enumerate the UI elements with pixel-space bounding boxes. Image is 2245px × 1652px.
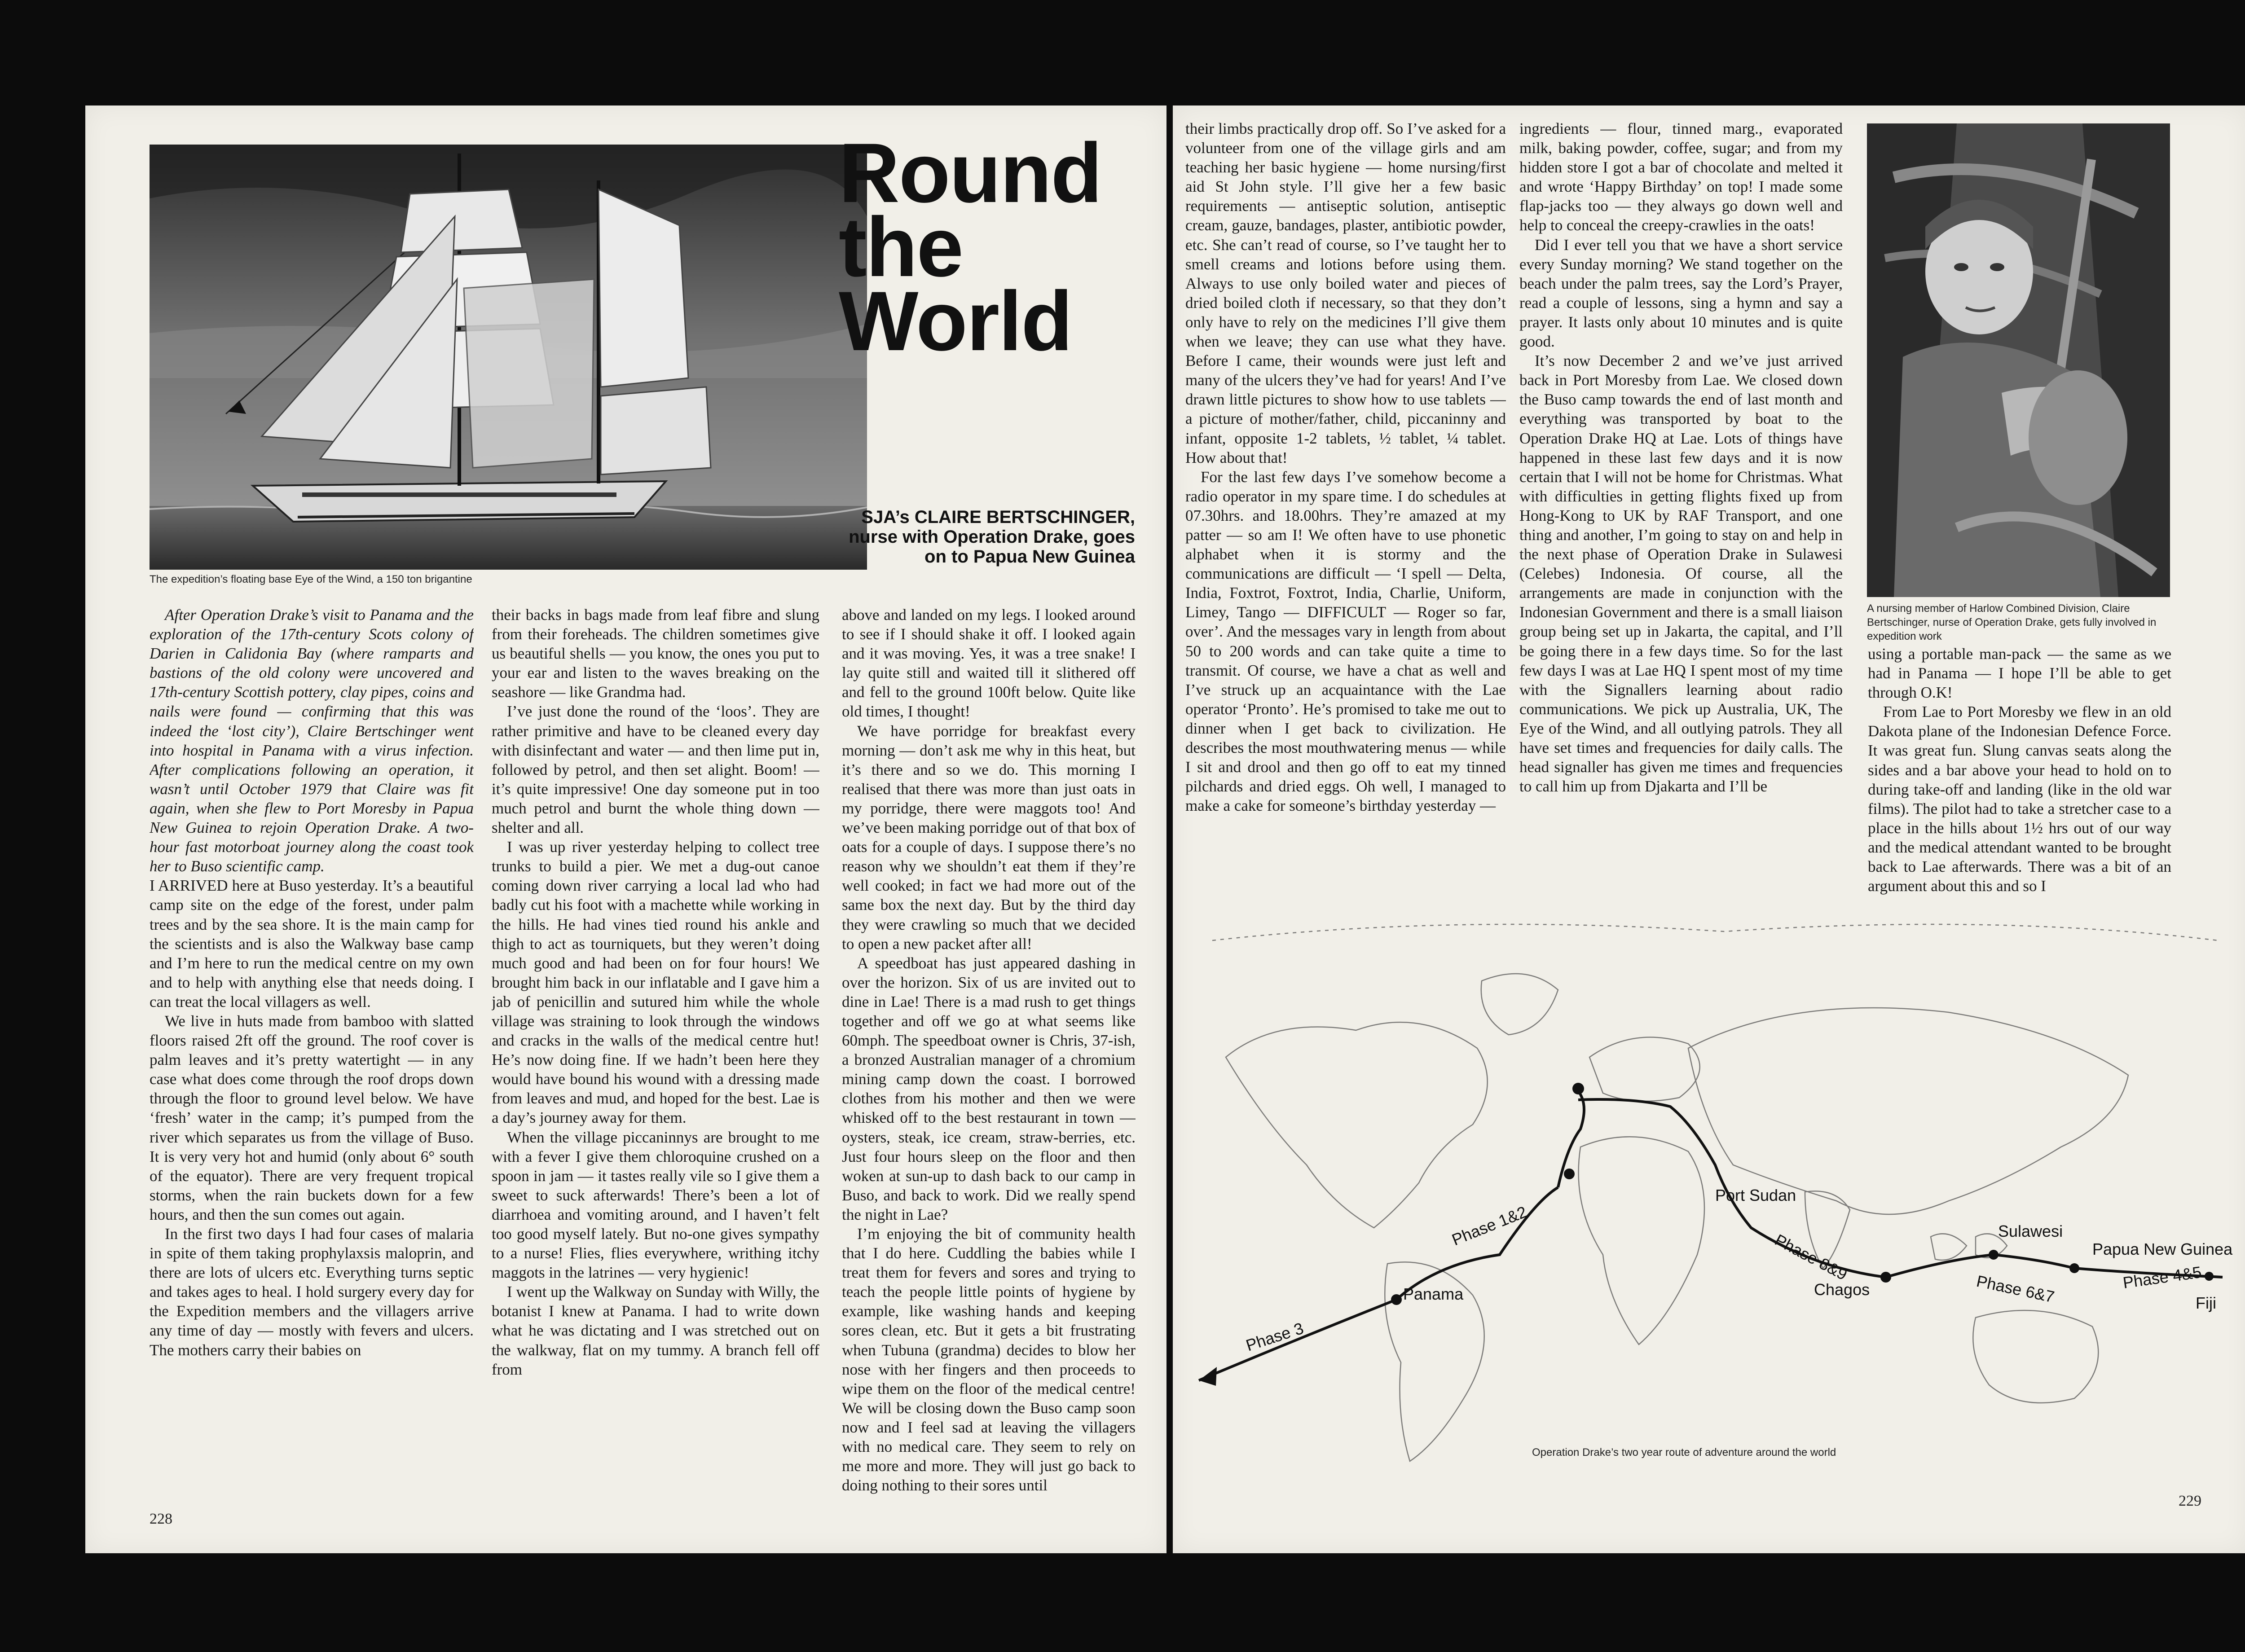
nurse-illustration bbox=[1867, 123, 2170, 597]
paragraph: I went up the Walkway on Sunday with Willy, the botanist I knew at Panama. I had to write down what he was dictating and I was stretched out on the walkway, flat on my tummy. A branch fell off from bbox=[492, 1283, 819, 1378]
title-line-2: the bbox=[839, 200, 963, 294]
title-line-3: World bbox=[839, 274, 1072, 368]
map-place-label: Sulawesi bbox=[1998, 1222, 2063, 1240]
brigantine-illustration bbox=[150, 145, 867, 570]
paragraph: ingredients — flour, tinned marg., evaporated milk, baking powder, coffee, sugar; and from my hidden store I got a bar of chocolate and melted it and wrote ‘Happy Birthday’ on top! I made some flap-jacks too — they always go down well and help to conceal the creepy-crawlies in the oats! bbox=[1519, 120, 1843, 234]
map-phase-label: Phase 3 bbox=[1243, 1318, 1306, 1355]
article-column-1 bbox=[150, 605, 474, 1516]
map-place-label: Port Sudan bbox=[1715, 1186, 1796, 1204]
article-column-4 bbox=[1185, 119, 1506, 956]
map-place-label: Papua New Guinea bbox=[2092, 1240, 2233, 1258]
paragraph: We live in huts made from bamboo with slatted floors raised 2ft off the ground. The roof cover is palm leaves and it’s pretty watertight — in any case what does come through the roof drops down through the floor to ground level below. We have ‘fresh’ water in the camp; it’s pumped from the river which separates us from the village of Buso. It is very very hot and humid (only about 6° south of the equator). There are very frequent tropical storms, when the rain buckets down for a few hours, and then the sun comes out again. bbox=[150, 1012, 474, 1223]
paragraph: For the last few days I’ve somehow become a radio operator in my spare time. I do schedules at 07.30hrs. and 18.00hrs. They’re amazed at my patter — so am I! We often have to use phonetic alphabet when it is stormy and the communications are difficult — ‘I spell — Delta, India, Foxtrot, Foxtrot, India, Charlie, Uniform, Limey, Tango — DIFFICULT — Roger so far, over’. And the messages vary in length from about 50 to 200 words and can take quite a time to transmit. Of course, we have a chat as well and I’ve struck up an acquaintance with the Lae operator ‘Pronto’. He’s promised to take me out to dinner when I get back to civilization. He describes the most mouthwatering menus — while I sit and drool and then go off to eat my tinned pilchards and dried eggs. Oh well, I managed to make a cake for someone’s birthday yesterday — bbox=[1185, 468, 1506, 815]
map-phase-label: Phase 8&9 bbox=[1772, 1230, 1851, 1284]
paragraph: It’s now December 2 and we’ve just arrived back in Port Moresby from Lae. We closed down the Buso camp towards the end of last month and everything was transported by boat to the Operation Drake HQ at Lae. Lots of things have happened in these last few days and it is now certain that I will not be home for Christmas. What with difficulties in getting flights fixed up from Hong-Kong to UK by RAF Transport, and one thing and another, I’m going to stay on and help in the next phase of Operation Drake in Sulawesi (Celebes) Indonesia. Of course, all the arrangements are made in conjunction with the Indonesian Government and there is a small liaison group being set up in Jakarta, the capital, and I’ll be going there in a few days time. So for the last few days I was at Lae HQ I spent most of my time with the Signallers learning about radio communications. We pick up Australia, UK, The Eye of the Wind, and all outlying patrols. They all have set times and frequencies for daily calls. The head signaller has given me times and frequencies to call him up from Djakarta and I’ll be bbox=[1519, 352, 1843, 795]
byline bbox=[844, 507, 1135, 567]
paragraph: I’m enjoying the bit of community health that I do here. Cuddling the babies while I treat them for fevers and sores and trying to teach the people little points of hygiene by example, like washing hands and keeping sores clean, etc. But it gets a bit frustrating when Tubuna (grandma) decides to blow her nose with her fingers and then proceeds to wipe them on the floor of the medical centre! We will be closing down the Buso camp soon now and I feel sad at leaving the villagers with no medical care. They seem to rely on me more and more. They will just go back to doing nothing to their sores until bbox=[842, 1225, 1136, 1494]
paragraph: We have porridge for breakfast every morning — don’t ask me why in this heat, but it’s there and so we do. This morning I realised that there was more than just oats in my porridge, there were maggots too! And we’ve been making porridge out of that box of oats for a couple of days. I suppose there’s no reason why we shouldn’t eat them if they’re well cooked; in fact we had more out of the same box the next day. But by the third day they were crawling so much that we decided to open a new packet after all! bbox=[842, 722, 1136, 953]
paragraph: I’ve just done the round of the ‘loos’. They are rather primitive and have to be cleaned every day with disinfectant and water — and then lime put in, followed by petrol, and then set alight. Boom! — it’s quite impressive! One day someone put in too much petrol and burnt the whole thing down — shelter and all. bbox=[492, 703, 819, 837]
byline-line-2: nurse with Operation Drake, goes bbox=[849, 527, 1135, 547]
byline-line-3: on to Papua New Guinea bbox=[924, 547, 1135, 567]
byline-line-1: SJA’s CLAIRE BERTSCHINGER, bbox=[861, 507, 1135, 527]
right-page bbox=[1173, 105, 2245, 1553]
article-title bbox=[839, 126, 1135, 368]
paragraph: A speedboat has just appeared dashing in over the horizon. Six of us are invited out to dine in Lae! There is a mad rush to get things together and off we go at what seems like 60mph. The speedboat owner is Chris, 37-ish, a bronzed Australian manager of a chromium mining camp down the coast. I borrowed clothes from his mother and then we were whisked off to the best restaurant in town — oysters, steak, ice cream, straw-berries, etc. Just four hours sleep on the floor and then woken at sun-up to dash back to our camp in Buso, and back to work. Did we really spend the night in Lae? bbox=[842, 954, 1136, 1223]
map-phase-label: Phase 6&7 bbox=[1975, 1271, 2056, 1306]
paragraph: above and landed on my legs. I looked around to see if I should shake it off. I looked again and it was moving. Yes, it was a tree snake! I lay quite still and waited till it slithered off and fell to the ground 100ft below. Quite like old times, I thought! bbox=[842, 606, 1136, 721]
nurse-photo bbox=[1867, 123, 2170, 597]
title-line-1: Round bbox=[839, 126, 1102, 220]
paragraph: From Lae to Port Moresby we flew in an old Dakota plane of the Indonesian Defence Force. It was great fun. Slung canvas seats along the sides and a bar above your head to hold on to during take-off and landing (like in the old war films). The pilot had to take a stretcher case to a place in the hills about 1½ hrs out of our way and the medical attendant wanted to be brought back to Lae afterwards. There was a bit of an argument about this and so I bbox=[1868, 703, 2171, 895]
route-map bbox=[1185, 914, 2236, 1479]
paragraph: In the first two days I had four cases of malaria in spite of them taking prophylaxsis maloprin, and there are lots of ulcers etc. Everything turns septic and takes ages to heal. I hold surgery every day for the Expedition members and the villagers arrive any time of day — mostly with fevers and ulcers. The mothers carry their babies on bbox=[150, 1225, 474, 1359]
world-map-illustration bbox=[1185, 914, 2236, 1479]
paragraph: using a portable man-pack — the same as we had in Panama — I hope I’ll be able to get through O.K! bbox=[1868, 645, 2171, 702]
map-place-label: Panama bbox=[1403, 1285, 1464, 1303]
nurse-photo-caption: A nursing member of Harlow Combined Division, Claire Bertschinger, nurse of Operation Drake, gets fully involved in expedition work bbox=[1867, 602, 2157, 642]
paragraph: their limbs practically drop off. So I’ve asked for a volunteer from one of the village girls and am teaching her basic hygiene — home nursing/first aid St John style. I’ll give her a few basic requirements — antiseptic solution, antiseptic cream, gauze, bandages, plaster, antibiotic powder, etc. She can’t read of course, so I’ve taught her to smell creams and lotions before using them. Always to use only boiled water and pieces of dried boiled cloth if necessary, so that they don’t only have to rely on the medicines I’ll give them when we leave; they can use what they have. Before I came, their wounds were just left and many of the ulcers they’ve had for years! And I’ve drawn little pictures to show how to use tablets — a picture of mother/father, child, piccaninny and infant, opposite 1-2 tablets, ½ tablet, ¼ tablet. How about that! bbox=[1185, 120, 1506, 466]
ship-photo-caption: The expedition’s floating base Eye of the Wind, a 150 ton brigantine bbox=[150, 573, 472, 585]
page-number-right: 229 bbox=[2179, 1493, 2201, 1509]
paragraph: I ARRIVED here at Buso yesterday. It’s a beautiful camp site on the edge of the forest, under palm trees and by the sea shore. It is the main camp for the scientists and is also the Walkway base camp and I’m here to run the medical centre on my own and to help with anything else that needs doing. I can treat the local villagers as well. bbox=[150, 877, 474, 1011]
ship-photo bbox=[150, 145, 867, 570]
map-caption: Operation Drake’s two year route of adventure around the world bbox=[1532, 1446, 1836, 1459]
paragraph: When the village piccaninnys are brought to me with a fever I give them chloroquine crushed on a spoon in jam — it tastes really vile so I give them a sweet to suck afterwards! There’s been a lot of diarrhoea and vomiting around, and I haven’t felt too good myself lately. But no-one gives sympathy to a nurse! Flies, flies everywhere, writhing itchy maggots in the latrines — very hygienic! bbox=[492, 1128, 819, 1282]
article-column-2 bbox=[492, 605, 819, 1516]
map-place-label: Fiji bbox=[2196, 1294, 2216, 1312]
article-column-5 bbox=[1519, 119, 1843, 956]
paragraph: Did I ever tell you that we have a short service every Sunday morning? We stand together on the beach under the palm trees, say the Lord’s Prayer, read a couple of lessons, sing a hymn and say a prayer. It lasts only about 10 minutes and is quite good. bbox=[1519, 236, 1843, 351]
map-phase-label: Phase 1&2 bbox=[1449, 1202, 1530, 1249]
intro-paragraph: After Operation Drake’s visit to Panama and the exploration of the 17th-century Scots colony of Darien in Calidonia Bay (where ramparts and bastions of the old colony were uncovered and 17th-century Scottish pottery, clay pipes, coins and nails were found — confirming that this was indeed the ‘lost city’), Claire Bertschinger went into hospital in Panama with a virus infection. After complications following an operation, it wasn’t until October 1979 that Claire was fit again, when she flew to Port Moresby in Papua New Guinea to rejoin Operation Drake. A two-hour fast motorboat journey along the coast took her to Buso scientific camp. bbox=[150, 606, 474, 875]
paragraph: their backs in bags made from leaf fibre and slung from their foreheads. The children sometimes give us beautiful shells — you know, the ones you put to your ear and listen to the waves breaking on the seashore — like Grandma had. bbox=[492, 606, 819, 701]
paragraph: I was up river yesterday helping to collect tree trunks to build a pier. We met a dug-out canoe coming down river carrying a local lad who had badly cut his foot with a machette while working in the hills. He had vines tied round his ankle and thigh to act as tourniquets, but they weren’t doing much good and had been on for four hours! We brought him back in our inflatable and I gave him a jab of penicillin and sutured him while the whole village was straining to look through the windows and cracks in the walls of the medical centre hut! He’s now doing fine. If we hadn’t been here they would have bound his wound with a dressing made from leaves and mud, and hoped for the best. Lae is a day’s journey away for them. bbox=[492, 838, 819, 1127]
page-number-left: 228 bbox=[150, 1511, 172, 1527]
map-place-label: Chagos bbox=[1814, 1280, 1870, 1299]
article-column-3 bbox=[842, 605, 1136, 1516]
left-page bbox=[85, 105, 1167, 1553]
article-column-6 bbox=[1868, 644, 2171, 958]
map-phase-label: Phase 4&5 bbox=[2122, 1262, 2203, 1292]
